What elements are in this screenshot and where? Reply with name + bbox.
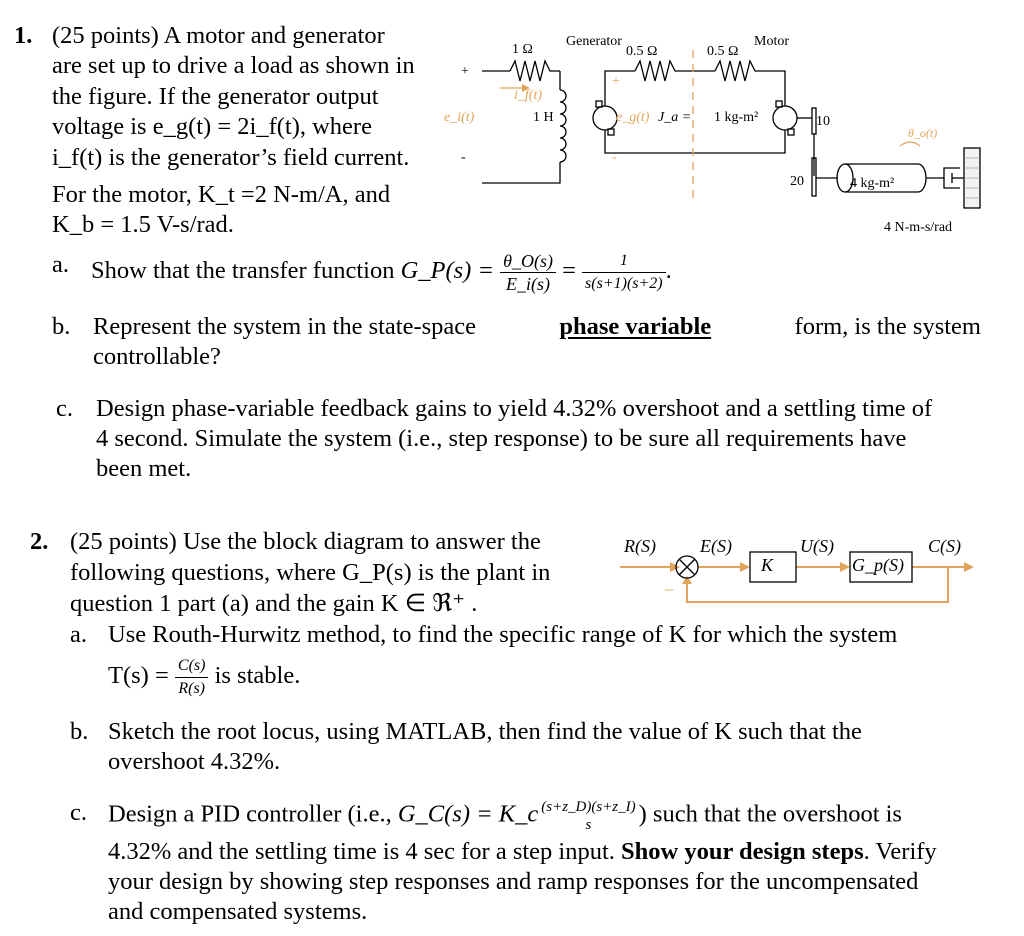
q1-number: 1. [14, 22, 33, 49]
fig-plus-source: + [461, 64, 469, 79]
fig-inductance: 1 H [533, 110, 554, 125]
q1-intro-line-1: (25 points) A motor and generator [52, 22, 385, 49]
q2-intro-line-1: (25 points) Use the block diagram to answer the [70, 528, 541, 555]
block-k: K [761, 555, 774, 575]
q2c-pre: Design a PID controller (i.e., [108, 800, 392, 828]
q2c-line-2 [108, 837, 937, 867]
q1c-label: c. [56, 395, 73, 422]
q1-intro-line-6: For the motor, K_t =2 N-m/A, and [52, 181, 391, 208]
q2b-line-2: overshoot 4.32%. [108, 748, 281, 775]
q1a-tf-lhs: G_P(s) = [400, 257, 494, 285]
q2c-line-2-pre: 4.32% and the settling time is 4 sec for a step input. [108, 838, 615, 865]
fig-plus-gen: + [612, 74, 620, 89]
fig-gear-10: 10 [816, 114, 830, 129]
q2-number: 2. [30, 528, 49, 555]
q1-intro-line-3: the figure. If the generator output [52, 83, 379, 110]
fig-motor-label: Motor [754, 34, 789, 49]
block-c: C(S) [928, 536, 961, 556]
q1c-line-2: 4 second. Simulate the system (i.e., step response) to be sure all requirements have [96, 425, 907, 452]
q2c-line-4: and compensated systems. [108, 898, 368, 925]
q2a-line-2 [108, 655, 300, 700]
block-e: E(S) [700, 536, 732, 556]
q2c-line-2-post: . Verify [863, 838, 937, 865]
fig-load-inertia: 4 kg-m² [850, 176, 895, 191]
q2a-frac [175, 655, 209, 700]
fig-minus-gen: - [612, 150, 617, 165]
fig-field-current: i_f(t) [514, 88, 542, 103]
q2c-line-2-bold: Show your design steps [621, 838, 864, 865]
fig-minus-source: - [461, 150, 466, 165]
q2c-frac-num: (s+z_D)(s+z_I) [541, 799, 636, 815]
q2a-line-1: Use Routh-Hurwitz method, to find the specific range of K for which the system [108, 621, 898, 648]
q1b-phase-variable: phase variable [559, 313, 712, 340]
q2a-label: a. [70, 621, 87, 648]
q1b-line-2: controllable? [93, 343, 221, 370]
block-u: U(S) [800, 536, 834, 556]
q2c-frac-den: s [585, 817, 592, 833]
q2c-gc: G_C(s) = K_c [397, 800, 539, 828]
q1a-text-body: Show that the transfer function [91, 257, 395, 285]
q1a-frac-1 [500, 250, 556, 295]
generator-resistor [635, 61, 715, 81]
fig-ei: e_i(t) [444, 110, 475, 125]
fig-r-field: 1 Ω [512, 42, 533, 57]
q2c-label: c. [70, 799, 87, 826]
block-r: R(S) [624, 536, 656, 556]
block-gp: G_p(S) [852, 555, 904, 575]
q1a-frac-2 [582, 250, 666, 295]
q2-intro-line-3: question 1 part (a) and the gain K ∈ ℜ⁺ . [70, 590, 478, 617]
fig-gear-20: 20 [790, 174, 804, 189]
q1a-text[interactable]: Show that the transfer function G_P(s) = $\frac{\theta\_O(s)}{E\_i(s)}$ = $\frac{1}{s(s+1)(s+2)}$ . [91, 251, 672, 294]
q1c-line-3: been met. [96, 455, 192, 482]
q1-intro-line-5: i_f(t) is the generator’s field current. [52, 144, 410, 171]
motor-armature [773, 106, 797, 130]
q2a-t-lhs: T(s) = [108, 662, 169, 690]
q1-intro-line-7: K_b = 1.5 V-s/rad. [52, 211, 234, 238]
q1b-line-1-pre: Represent the system in the state-space [93, 313, 477, 340]
q2a-t-post: is stable. [214, 662, 301, 690]
q1b-line-1 [93, 312, 981, 342]
fig-theta: θ_o(t) [908, 126, 938, 140]
q1-intro-line-4: voltage is e_g(t) = 2i_f(t), where [52, 113, 372, 140]
q1b-label: b. [52, 313, 71, 340]
q1a-frac-2-num: 1 [582, 250, 666, 273]
q2c-post: ) such that the overshoot is [638, 800, 902, 828]
q1a-frac-1-den: E_i(s) [506, 274, 551, 294]
q2a-frac-den: R(s) [178, 680, 205, 697]
q2c-line-3: your design by showing step responses and ramp responses for the uncompensated [108, 868, 919, 895]
fig-damping: 4 N-m-s/rad [884, 220, 953, 235]
q2c-frac [538, 798, 638, 834]
field-resistor [510, 61, 560, 81]
q1c-line-1: Design phase-variable feedback gains to yield 4.32% overshoot and a settling time of [96, 395, 933, 422]
q1a-frac-1-num: θ_O(s) [500, 250, 556, 273]
q2-intro-line-2: following questions, where G_P(s) is the plant in [70, 559, 551, 586]
field-inductor [560, 90, 566, 162]
motor-resistor [715, 61, 785, 106]
q1a-frac-2-den: s(s+1)(s+2) [585, 275, 663, 292]
fig-r-motor: 0.5 Ω [707, 44, 739, 59]
fig-generator-label: Generator [566, 34, 622, 49]
generator-armature [593, 106, 617, 130]
q1b-line-1-post: form, is the system [794, 313, 981, 340]
fig-r-gen: 0.5 Ω [626, 44, 658, 59]
q2b-line-1: Sketch the root locus, using MATLAB, then find the value of K such that the [108, 718, 862, 745]
fig-ja-value: 1 kg-m² [714, 110, 759, 125]
block-minus: − [664, 580, 675, 600]
fig-eg: e_g(t) [616, 110, 650, 125]
fig-ja: J_a = [658, 110, 692, 125]
q1a-label: a. [52, 251, 69, 278]
q2c-line-1 [108, 798, 902, 834]
q2b-label: b. [70, 718, 89, 745]
q2a-frac-num: C(s) [175, 655, 209, 678]
q1-intro-line-2: are set up to drive a load as shown in [52, 52, 415, 79]
